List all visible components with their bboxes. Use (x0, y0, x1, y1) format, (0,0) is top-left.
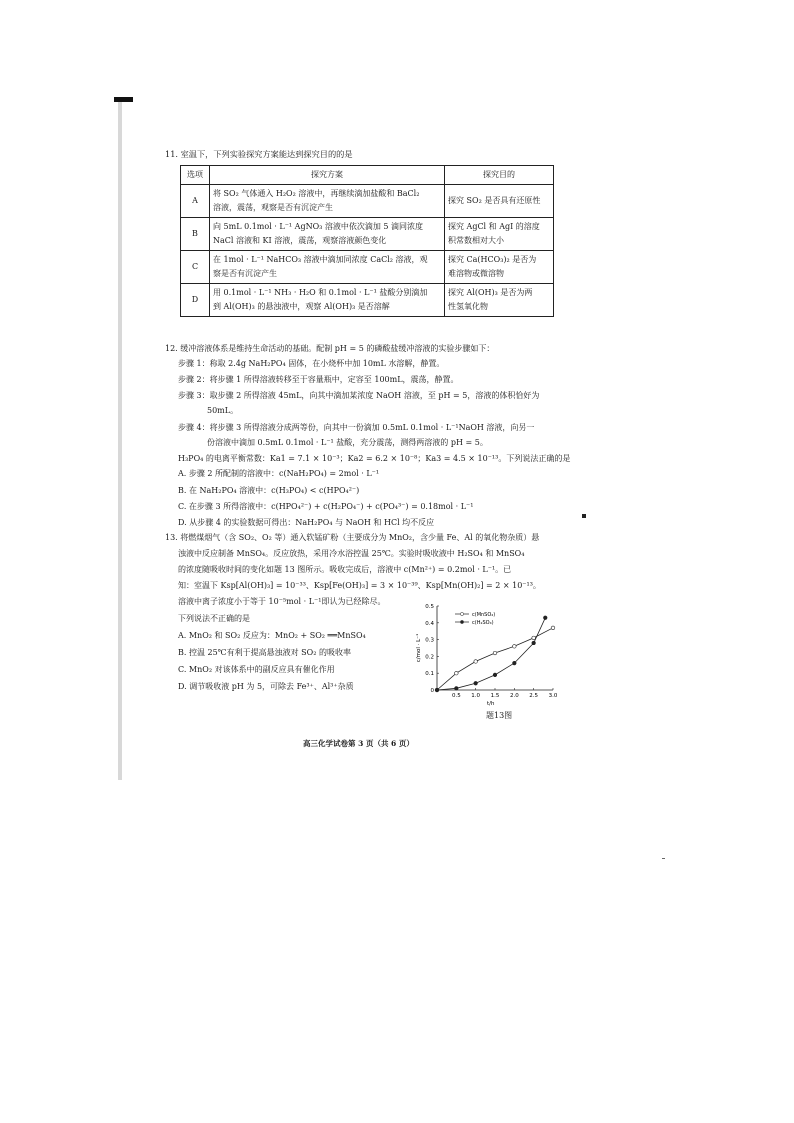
option-letter: A (181, 185, 210, 218)
data-point (532, 641, 536, 645)
scan-dash (662, 858, 665, 859)
series-line (437, 618, 545, 690)
plan-line: 将 SO₂ 气体通入 H₂O₂ 溶液中，再继续滴加盐酸和 BaCl₂ (213, 189, 420, 198)
aim-line: 探究 SO₂ 是否具有还原性 (448, 196, 541, 205)
q13-stem: 知：室温下 Ksp[Al(OH)₃] = 10⁻³³、Ksp[Fe(OH)₃] = 3 × 10⁻³⁹、Ksp[Mn(OH)₂] = 2 × 10⁻¹³。 (178, 581, 541, 590)
q13-prompt: 下列说法不正确的是 (178, 614, 250, 623)
data-point (455, 671, 459, 675)
q12-choice-c: C. 在步骤 3 所得溶液中：c(HPO₄²⁻) + c(H₂PO₄⁻) + c(PO₄³⁻) = 0.18mol · L⁻¹ (178, 502, 474, 511)
option-letter: B (181, 218, 210, 251)
data-point (532, 636, 536, 640)
y-tick-label: 0.4 (425, 620, 434, 627)
x-axis-label: t/h (487, 701, 495, 707)
q13-stem: 的浓度随吸收时间的变化如题 13 图所示。吸收完成后，溶液中 c(Mn²⁺) = 0.2mol · L⁻¹。已 (178, 565, 512, 574)
q12-step: 步骤 1：称取 2.4g NaH₂PO₄ 固体，在小烧杯中加 10mL 水溶解，静置。 (178, 359, 445, 368)
q12-step: 步骤 4：将步骤 3 所得溶液分成两等份，向其中一份滴加 0.5mL 0.1mol · L⁻¹NaOH 溶液，向另一 (178, 423, 535, 432)
q12-constants: H₃PO₄ 的电离平衡常数：Ka1 = 7.1 × 10⁻³；Ka2 = 6.2 × 10⁻⁸；Ka3 = 4.5 × 10⁻¹³。下列说法正确的是 (178, 454, 571, 463)
y-tick-label: 0.3 (425, 637, 434, 644)
q11-stem: 11. 室温下，下列实验探究方案能达到探究目的的是 (165, 149, 353, 159)
plan-cell (210, 251, 445, 284)
q13-choice-a: A. MnO₂ 和 SO₂ 反应为：MnO₂ + SO₂ ══MnSO₄ (178, 631, 366, 640)
aim-line: 难溶物或微溶物 (448, 269, 504, 278)
q11-options-table (180, 165, 554, 317)
data-point (474, 681, 478, 685)
page-footer: 高三化学试卷第 3 页（共 6 页） (303, 739, 414, 748)
aim-line: 探究 AgCl 和 AgI 的溶度 (448, 222, 540, 231)
aim-line: 探究 Al(OH)₃ 是否为两 (448, 288, 533, 297)
q12-choice-a: A. 步骤 2 所配制的溶液中：c(NaH₂PO₄) = 2mol · L⁻¹ (178, 469, 380, 478)
table-row (181, 251, 554, 284)
q12-step: 步骤 2：将步骤 1 所得溶液转移至于容量瓶中，定容至 100mL，震荡，静置。 (178, 375, 459, 384)
plan-line: 向 5mL 0.1mol · L⁻¹ AgNO₃ 溶液中依次滴加 5 滴同浓度 (213, 222, 424, 231)
q13-stem: 浊液中反应制备 MnSO₄。反应放热，采用冷水浴控温 25℃。实验时吸收液中 H₂SO₄ 和 MnSO₄ (178, 549, 525, 558)
header-aim: 探究目的 (445, 166, 554, 185)
plan-cell (210, 284, 445, 317)
q13-choice-d: D. 调节吸收液 pH 为 5，可除去 Fe³⁺、Al³⁺杂质 (178, 682, 354, 691)
q12-step: 步骤 3：取步骤 2 所得溶液 45mL，向其中滴加某浓度 NaOH 溶液，至 pH = 5，溶液的体积恰好为 (178, 391, 540, 400)
x-tick-label: 3.0 (548, 693, 558, 699)
q13-chart (410, 600, 560, 710)
aim-cell (445, 185, 554, 218)
q13-stem: 13. 将燃煤烟气（含 SO₂、O₂ 等）通入软锰矿粉（主要成分为 MnO₂，含少量 Fe、Al 的氧化物杂质）悬 (165, 533, 540, 542)
aim-cell (445, 218, 554, 251)
table-header-row (181, 166, 554, 185)
aim-cell (445, 251, 554, 284)
data-point (474, 660, 478, 664)
data-point (493, 673, 497, 677)
data-point (513, 645, 517, 649)
option-letter: C (181, 251, 210, 284)
y-tick-label: 0.1 (425, 671, 434, 678)
plan-line: 用 0.1mol · L⁻¹ NH₃ · H₂O 和 0.1mol · L⁻¹ 盐酸分别滴加 (213, 288, 428, 297)
data-point (493, 651, 497, 655)
q12-choice-b: B. 在 NaH₂PO₄ 溶液中：c(H₃PO₄) < c(HPO₄²⁻) (178, 486, 360, 495)
aim-line: 积常数相对大小 (448, 236, 504, 245)
data-point (455, 687, 459, 691)
data-point (551, 626, 555, 630)
x-tick-label: 1.5 (490, 693, 500, 699)
plan-line: NaCl 溶液和 KI 溶液，震荡，观察溶液颜色变化 (213, 236, 387, 245)
table-row (181, 185, 554, 218)
chart-caption: 题13图 (486, 711, 513, 720)
legend-label: c(MnSO₄) (472, 612, 496, 618)
legend-marker (460, 612, 463, 615)
aim-line: 性氢氧化物 (448, 302, 488, 311)
data-point (513, 661, 517, 665)
q12-stem: 12. 缓冲溶液体系是维持生命活动的基础。配制 pH = 5 的磷酸盐缓冲溶液的实验步骤如下： (165, 344, 495, 353)
plan-line: 溶液，震荡，观察是否有沉淀产生 (213, 203, 333, 212)
plan-line: 在 1mol · L⁻¹ NaHCO₃ 溶液中滴加同浓度 CaCl₂ 溶液，观 (213, 255, 428, 264)
y-tick-label: 0 (430, 688, 434, 694)
table-row (181, 284, 554, 317)
q12-step: 50mL。 (207, 406, 239, 415)
scan-shadow (118, 100, 122, 780)
legend-marker (460, 620, 463, 623)
x-tick-label: 2.5 (529, 693, 539, 699)
x-tick-label: 2.0 (509, 693, 519, 699)
x-tick-label: 0.5 (451, 693, 461, 699)
plan-cell (210, 218, 445, 251)
q12-choice-d: D. 从步骤 4 的实验数据可得出：NaH₂PO₄ 与 NaOH 和 HCl 均不反应 (178, 518, 435, 527)
x-tick-label: 1.0 (471, 693, 481, 699)
y-tick-label: 0.5 (425, 604, 434, 610)
margin-dot (582, 514, 586, 518)
data-point (435, 688, 439, 692)
legend-label: c(H₂SO₄) (472, 620, 494, 626)
q13-choice-b: B. 控温 25℃有利于提高悬浊液对 SO₂ 的吸收率 (178, 648, 351, 657)
plan-cell (210, 185, 445, 218)
y-axis-label: c/mol · L⁻¹ (416, 633, 422, 663)
aim-cell (445, 284, 554, 317)
y-tick-label: 0.2 (425, 654, 434, 661)
plan-line: 到 Al(OH)₃ 的悬浊液中，观察 Al(OH)₃ 是否溶解 (213, 302, 390, 311)
aim-line: 探究 Ca(HCO₃)₂ 是否为 (448, 255, 537, 264)
scan-corner-mark (114, 97, 133, 102)
table-row (181, 218, 554, 251)
q12-step: 份溶液中滴加 0.5mL 0.1mol · L⁻¹ 盐酸，充分震荡，测得两溶液的 pH = 5。 (207, 438, 488, 447)
header-option: 选项 (181, 166, 210, 185)
data-point (543, 616, 547, 620)
option-letter: D (181, 284, 210, 317)
plan-line: 察是否有沉淀产生 (213, 269, 277, 278)
q13-choice-c: C. MnO₂ 对该体系中的副反应具有催化作用 (178, 665, 335, 674)
header-plan: 探究方案 (210, 166, 445, 185)
q13-stem: 溶液中离子浓度小于等于 10⁻⁵mol · L⁻¹即认为已经除尽。 (178, 597, 386, 606)
